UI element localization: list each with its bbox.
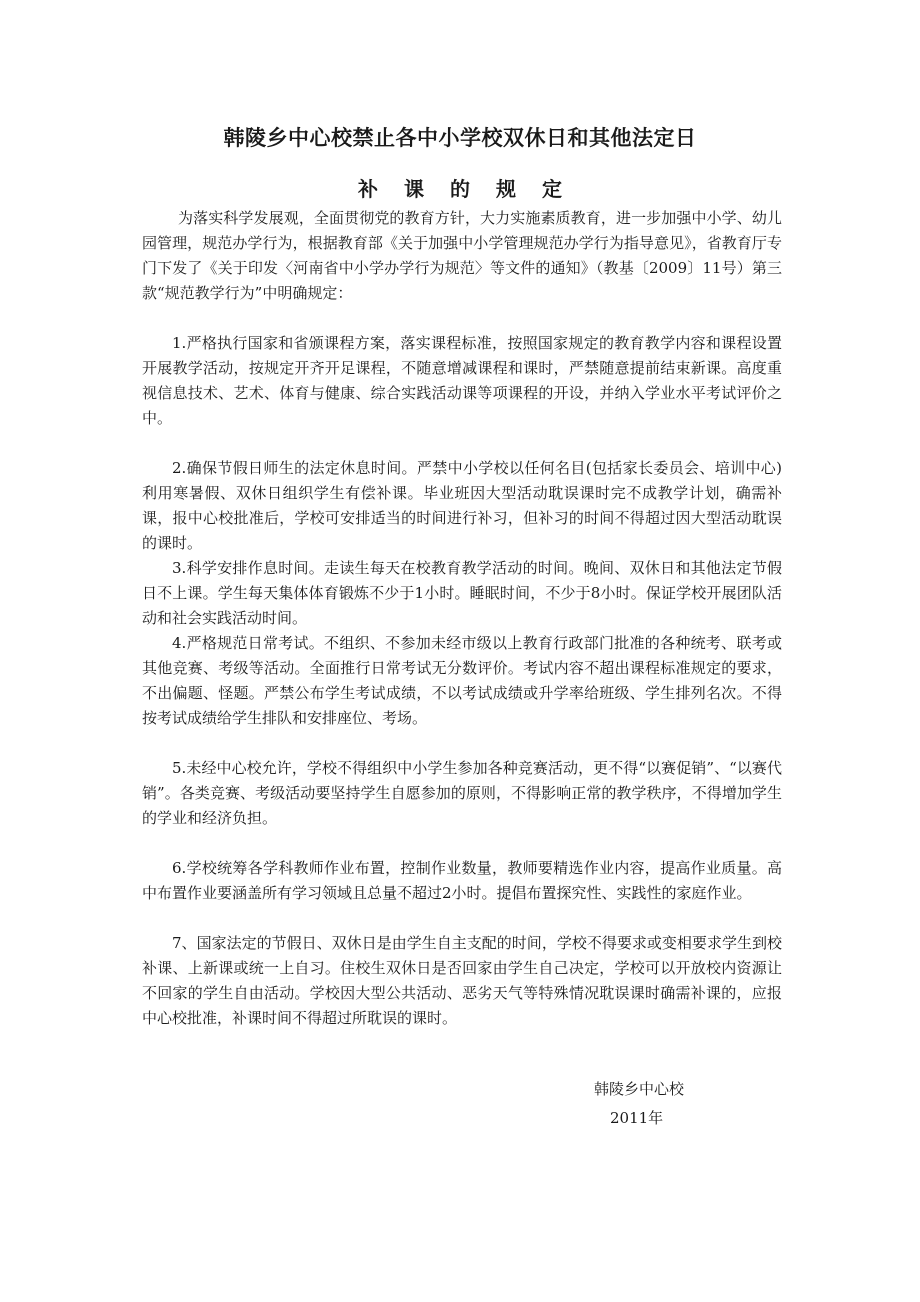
signature-org: 韩陵乡中心校: [594, 1080, 685, 1098]
rule-paragraph-2: 2.确保节假日师生的法定休息时间。严禁中小学校以任何名目(包括家长委员会、培训中心)利用寒暑假、双休日组织学生有偿补课。毕业班因大型活动耽误课时完不成教学计划，确需补课，报中心校批准后，学校可安排适当的时间进行补习，但补习的时间不得超过因大型活动耽误的课时。: [142, 459, 782, 552]
intro-paragraph: 为落实科学发展观，全面贯彻党的教育方针，大力实施素质教育，进一步加强中小学、幼儿园管理，规范办学行为，根据教育部《关于加强中小学管理规范办学行为指导意见》，省教育厅专门下发了《关于印发〈河南省中小学办学行为规范〉等文件的通知》（教基〔2009〕11号）第三款“规范教学行为”中明确规定：: [142, 209, 782, 302]
rule-paragraph-5: 5.未经中心校允许，学校不得组织中小学生参加各种竞赛活动，更不得“以赛促销”、“以赛代销”。各类竞赛、考级活动要坚持学生自愿参加的原则，不得影响正常的教学秩序，不得增加学生的学业和经济负担。: [142, 759, 782, 827]
document-body: [142, 206, 782, 1031]
signature-block: [594, 1075, 684, 1133]
rule-paragraph-6: 6.学校统筹各学科教师作业布置，控制作业数量，教师要精选作业内容，提高作业质量。高中布置作业要涵盖所有学习领域且总量不超过2小时。提倡布置探究性、实践性的家庭作业。: [142, 859, 782, 902]
document-subtitle: 补课的规定: [358, 177, 588, 201]
rule-paragraph-3: 3.科学安排作息时间。走读生每天在校教育教学活动的时间。晚间、双休日和其他法定节假日不上课。学生每天集体体育锻炼不少于1小时。睡眠时间，不少于8小时。保证学校开展团队活动和社会实践活动时间。: [142, 559, 782, 627]
rule-paragraph-7: 7、国家法定的节假日、双休日是由学生自主支配的时间，学校不得要求或变相要求学生到校补课、上新课或统一上自习。住校生双休日是否回家由学生自己决定，学校可以开放校内资源让不回家的学生自由活动。学校因大型公共活动、恶劣天气等特殊情况耽误课时确需补课的，应报中心校批准，补课时间不得超过所耽误的课时。: [142, 934, 782, 1027]
document-title: 韩陵乡中心校禁止各中小学校双休日和其他法定日: [223, 126, 697, 150]
signature-year: 2011年: [610, 1109, 664, 1127]
rule-paragraph-1: 1.严格执行国家和省颁课程方案，落实课程标准，按照国家规定的教育教学内容和课程设置开展教学活动，按规定开齐开足课程，不随意增减课程和课时，严禁随意提前结束新课。高度重视信息技术、艺术、体育与健康、综合实践活动课等项课程的开设，并纳入学业水平考试评价之中。: [142, 334, 782, 427]
rule-paragraph-4: 4.严格规范日常考试。不组织、不参加未经市级以上教育行政部门批准的各种统考、联考或其他竞赛、考级等活动。全面推行日常考试无分数评价。考试内容不超出课程标准规定的要求，不出偏题、怪题。严禁公布学生考试成绩，不以考试成绩或升学率给班级、学生排列名次。不得按考试成绩给学生排队和安排座位、考场。: [142, 634, 782, 727]
